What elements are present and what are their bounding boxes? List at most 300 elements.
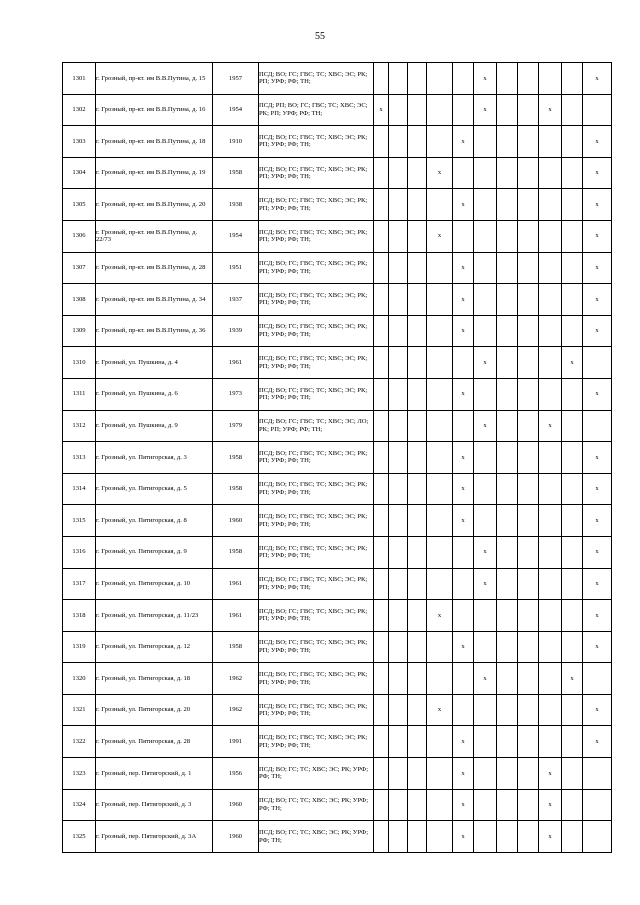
mark-cell [518, 63, 539, 95]
mark-cell [562, 220, 583, 252]
table-body [63, 63, 612, 853]
table-row [63, 63, 612, 95]
year-cell: 1958 [213, 631, 259, 663]
year-cell: 1961 [213, 568, 259, 600]
mark-cell [427, 378, 453, 410]
address-cell: г. Грозный, ул. Пятигорская, д. 5 [96, 473, 213, 505]
mark-cell [518, 347, 539, 379]
mark-cell [562, 189, 583, 221]
mark-cell: x [474, 568, 497, 600]
table-row [63, 568, 612, 600]
mark-cell [389, 126, 408, 158]
mark-cell [583, 663, 612, 695]
mark-cell [539, 63, 562, 95]
services-cell: ПСД; ВО; ГС; ГВС; ТС; ХВС; ЭС; РК; РП; УРФ; РФ; ТН; [259, 252, 374, 284]
mark-cell [374, 726, 389, 758]
mark-cell [518, 789, 539, 821]
mark-cell [427, 315, 453, 347]
table-row [63, 94, 612, 126]
row-number: 1315 [63, 505, 96, 537]
mark-cell [474, 694, 497, 726]
services-cell: ПСД; ВО; ГС; ГВС; ТС; ХВС; ЭС; РК; РП; УРФ; РФ; ТН; [259, 284, 374, 316]
year-cell: 1957 [213, 63, 259, 95]
mark-cell [539, 536, 562, 568]
mark-cell: x [474, 410, 497, 442]
table-row [63, 378, 612, 410]
mark-cell [389, 442, 408, 474]
table-row [63, 663, 612, 695]
mark-cell [539, 378, 562, 410]
mark-cell [497, 568, 518, 600]
table-row [63, 315, 612, 347]
mark-cell [518, 631, 539, 663]
mark-cell [408, 94, 427, 126]
housing-registry-table [62, 62, 612, 853]
address-cell: г. Грозный, ул. Пятигорская, д. 12 [96, 631, 213, 663]
table-row [63, 442, 612, 474]
mark-cell [474, 126, 497, 158]
services-cell: ПСД; ВО; ГС; ГВС; ТС; ХВС; ЭС; РК; РП; УРФ; РФ; ТН; [259, 315, 374, 347]
services-cell: ПСД; ВО; ГС; ГВС; ТС; ХВС; ЭС; РК; РП; УРФ; РФ; ТН; [259, 568, 374, 600]
address-cell: г. Грозный, пр-кт. им В.В.Путина, д. 18 [96, 126, 213, 158]
mark-cell [474, 220, 497, 252]
mark-cell [562, 536, 583, 568]
mark-cell [497, 726, 518, 758]
mark-cell [389, 378, 408, 410]
mark-cell [497, 189, 518, 221]
mark-cell [497, 126, 518, 158]
services-cell: ПСД; ВО; ГС; ГВС; ТС; ХВС; ЭС; РК; РП; УРФ; РФ; ТН; [259, 157, 374, 189]
mark-cell [389, 347, 408, 379]
services-cell: ПСД; ВО; ГС; ГВС; ТС; ХВС; ЭС; РК; РП; УРФ; РФ; ТН; [259, 126, 374, 158]
mark-cell [427, 347, 453, 379]
mark-cell [389, 315, 408, 347]
mark-cell [562, 442, 583, 474]
mark-cell [539, 473, 562, 505]
row-number: 1320 [63, 663, 96, 695]
mark-cell: x [583, 442, 612, 474]
year-cell: 1956 [213, 758, 259, 790]
mark-cell [374, 284, 389, 316]
table-row [63, 126, 612, 158]
mark-cell [497, 157, 518, 189]
address-cell: г. Грозный, ул. Пятигорская, д. 20 [96, 694, 213, 726]
address-cell: г. Грозный, пр-кт. им В.В.Путина, д. 22/73 [96, 220, 213, 252]
mark-cell [562, 94, 583, 126]
mark-cell [518, 442, 539, 474]
address-cell: г. Грозный, ул. Пятигорская, д. 11/23 [96, 600, 213, 632]
mark-cell [518, 473, 539, 505]
mark-cell [408, 789, 427, 821]
table-row [63, 789, 612, 821]
services-cell: ПСД; ВО; ГС; ГВС; ТС; ХВС; ЭС; ЛО; РК; РП; УРФ; РФ; ТН; [259, 410, 374, 442]
mark-cell [539, 505, 562, 537]
mark-cell [497, 315, 518, 347]
address-cell: г. Грозный, ул. Пятигорская, д. 9 [96, 536, 213, 568]
mark-cell: x [453, 252, 474, 284]
mark-cell [518, 378, 539, 410]
mark-cell [539, 126, 562, 158]
mark-cell [374, 789, 389, 821]
mark-cell [497, 663, 518, 695]
mark-cell: x [539, 789, 562, 821]
mark-cell: x [427, 220, 453, 252]
address-cell: г. Грозный, пер. Пятигорский, д. 1 [96, 758, 213, 790]
row-number: 1317 [63, 568, 96, 600]
mark-cell [497, 252, 518, 284]
mark-cell [497, 694, 518, 726]
mark-cell [389, 189, 408, 221]
mark-cell [389, 663, 408, 695]
address-cell: г. Грозный, ул. Пятигорская, д. 18 [96, 663, 213, 695]
mark-cell [427, 473, 453, 505]
mark-cell [518, 568, 539, 600]
mark-cell [453, 663, 474, 695]
row-number: 1301 [63, 63, 96, 95]
year-cell: 1973 [213, 378, 259, 410]
mark-cell [518, 126, 539, 158]
mark-cell [408, 157, 427, 189]
address-cell: г. Грозный, ул. Пушкина, д. 6 [96, 378, 213, 410]
mark-cell [427, 442, 453, 474]
mark-cell [408, 410, 427, 442]
mark-cell [453, 347, 474, 379]
mark-cell: x [583, 600, 612, 632]
mark-cell [474, 758, 497, 790]
mark-cell [408, 631, 427, 663]
mark-cell [562, 378, 583, 410]
mark-cell [474, 600, 497, 632]
mark-cell [374, 694, 389, 726]
mark-cell: x [539, 94, 562, 126]
services-cell: ПСД; ВО; ГС; ГВС; ТС; ХВС; ЭС; РК; РП; УРФ; РФ; ТН; [259, 220, 374, 252]
row-number: 1306 [63, 220, 96, 252]
mark-cell [453, 157, 474, 189]
mark-cell: x [583, 157, 612, 189]
mark-cell [562, 284, 583, 316]
address-cell: г. Грозный, пр-кт. им В.В.Путина, д. 16 [96, 94, 213, 126]
mark-cell: x [474, 94, 497, 126]
mark-cell [518, 315, 539, 347]
table-row [63, 157, 612, 189]
mark-cell [427, 663, 453, 695]
mark-cell [427, 536, 453, 568]
address-cell: г. Грозный, ул. Пятигорская, д. 10 [96, 568, 213, 600]
address-cell: г. Грозный, ул. Пятигорская, д. 28 [96, 726, 213, 758]
mark-cell [453, 536, 474, 568]
mark-cell: x [453, 789, 474, 821]
mark-cell [474, 442, 497, 474]
table-row [63, 600, 612, 632]
row-number: 1302 [63, 94, 96, 126]
mark-cell [427, 126, 453, 158]
services-cell: ПСД; ВО; ГС; ГВС; ТС; ХВС; ЭС; РК; РП; УРФ; РФ; ТН; [259, 189, 374, 221]
mark-cell [518, 663, 539, 695]
mark-cell [562, 600, 583, 632]
mark-cell: x [562, 663, 583, 695]
mark-cell [374, 568, 389, 600]
mark-cell [562, 63, 583, 95]
services-cell: ПСД; ВО; ГС; ГВС; ТС; ХВС; ЭС; РК; РП; УРФ; РФ; ТН; [259, 378, 374, 410]
mark-cell: x [583, 189, 612, 221]
mark-cell [453, 94, 474, 126]
mark-cell [474, 189, 497, 221]
mark-cell: x [453, 442, 474, 474]
mark-cell: x [583, 63, 612, 95]
mark-cell [497, 442, 518, 474]
mark-cell [497, 758, 518, 790]
mark-cell [583, 347, 612, 379]
mark-cell [539, 442, 562, 474]
mark-cell [408, 315, 427, 347]
services-cell: ПСД; ВО; ГС; ГВС; ТС; ХВС; ЭС; РК; РП; УРФ; РФ; ТН; [259, 694, 374, 726]
page-number: 55 [315, 31, 325, 42]
mark-cell [408, 189, 427, 221]
mark-cell [374, 505, 389, 537]
mark-cell [497, 536, 518, 568]
mark-cell [374, 126, 389, 158]
mark-cell [562, 694, 583, 726]
mark-cell [539, 631, 562, 663]
mark-cell: x [453, 631, 474, 663]
mark-cell [374, 631, 389, 663]
mark-cell [453, 220, 474, 252]
mark-cell [374, 473, 389, 505]
mark-cell: x [474, 347, 497, 379]
mark-cell [562, 631, 583, 663]
mark-cell [562, 789, 583, 821]
mark-cell [427, 252, 453, 284]
mark-cell [518, 505, 539, 537]
mark-cell: x [453, 726, 474, 758]
services-cell: ПСД; ВО; ГС; ТС; ХВС; ЭС; РК; УРФ; РФ; ТН; [259, 789, 374, 821]
mark-cell [408, 821, 427, 853]
mark-cell [453, 63, 474, 95]
year-cell: 1938 [213, 189, 259, 221]
mark-cell: x [583, 568, 612, 600]
mark-cell: x [474, 536, 497, 568]
services-cell: ПСД; ВО; ГС; ГВС; ТС; ХВС; ЭС; РК; РП; УРФ; РФ; ТН; [259, 505, 374, 537]
table-row [63, 410, 612, 442]
mark-cell [583, 758, 612, 790]
mark-cell [562, 758, 583, 790]
mark-cell: x [583, 284, 612, 316]
mark-cell: x [583, 315, 612, 347]
mark-cell: x [453, 378, 474, 410]
mark-cell [497, 473, 518, 505]
mark-cell [389, 157, 408, 189]
table-row [63, 758, 612, 790]
mark-cell [389, 726, 408, 758]
mark-cell [562, 252, 583, 284]
table-row [63, 536, 612, 568]
mark-cell [453, 694, 474, 726]
address-cell: г. Грозный, пр-кт. им В.В.Путина, д. 15 [96, 63, 213, 95]
mark-cell [562, 505, 583, 537]
mark-cell: x [427, 157, 453, 189]
mark-cell: x [453, 505, 474, 537]
mark-cell [539, 600, 562, 632]
mark-cell [374, 252, 389, 284]
mark-cell [518, 252, 539, 284]
row-number: 1305 [63, 189, 96, 221]
mark-cell [374, 536, 389, 568]
mark-cell [427, 726, 453, 758]
year-cell: 1960 [213, 821, 259, 853]
row-number: 1314 [63, 473, 96, 505]
mark-cell [518, 694, 539, 726]
mark-cell [427, 189, 453, 221]
mark-cell [389, 94, 408, 126]
mark-cell [408, 347, 427, 379]
mark-cell [518, 600, 539, 632]
mark-cell [474, 252, 497, 284]
mark-cell [474, 821, 497, 853]
services-cell: ПСД; ВО; ГС; ГВС; ТС; ХВС; ЭС; РК; РП; УРФ; РФ; ТН; [259, 631, 374, 663]
mark-cell [497, 505, 518, 537]
mark-cell [583, 821, 612, 853]
row-number: 1318 [63, 600, 96, 632]
services-cell: ПСД; РП; ВО; ГС; ГВС; ТС; ХВС; ЭС; РК; РП; УРФ; РФ; ТН; [259, 94, 374, 126]
mark-cell [389, 63, 408, 95]
mark-cell [408, 694, 427, 726]
mark-cell: x [453, 284, 474, 316]
mark-cell [474, 157, 497, 189]
mark-cell [408, 220, 427, 252]
mark-cell [408, 568, 427, 600]
mark-cell: x [562, 347, 583, 379]
mark-cell [374, 442, 389, 474]
mark-cell: x [583, 126, 612, 158]
mark-cell [389, 473, 408, 505]
mark-cell [408, 600, 427, 632]
address-cell: г. Грозный, ул. Пятигорская, д. 3 [96, 442, 213, 474]
year-cell: 1962 [213, 694, 259, 726]
row-number: 1309 [63, 315, 96, 347]
mark-cell [474, 726, 497, 758]
mark-cell: x [427, 600, 453, 632]
table-row [63, 189, 612, 221]
mark-cell [374, 347, 389, 379]
mark-cell [427, 94, 453, 126]
mark-cell [374, 758, 389, 790]
mark-cell [374, 821, 389, 853]
mark-cell [408, 663, 427, 695]
address-cell: г. Грозный, пр-кт. им В.В.Путина, д. 36 [96, 315, 213, 347]
mark-cell [562, 410, 583, 442]
year-cell: 1960 [213, 789, 259, 821]
year-cell: 1910 [213, 126, 259, 158]
mark-cell [427, 410, 453, 442]
mark-cell [474, 284, 497, 316]
mark-cell [408, 505, 427, 537]
mark-cell: x [583, 694, 612, 726]
mark-cell [562, 726, 583, 758]
mark-cell [518, 758, 539, 790]
mark-cell [474, 505, 497, 537]
services-cell: ПСД; ВО; ГС; ГВС; ТС; ХВС; ЭС; РК; РП; УРФ; РФ; ТН; [259, 347, 374, 379]
address-cell: г. Грозный, пр-кт. им В.В.Путина, д. 19 [96, 157, 213, 189]
year-cell: 1961 [213, 347, 259, 379]
row-number: 1323 [63, 758, 96, 790]
mark-cell: x [583, 536, 612, 568]
services-cell: ПСД; ВО; ГС; ТС; ХВС; ЭС; РК; УРФ; РФ; ТН; [259, 821, 374, 853]
row-number: 1324 [63, 789, 96, 821]
mark-cell [474, 473, 497, 505]
mark-cell: x [583, 473, 612, 505]
mark-cell [389, 284, 408, 316]
mark-cell: x [453, 473, 474, 505]
mark-cell [408, 378, 427, 410]
year-cell: 1937 [213, 284, 259, 316]
mark-cell [389, 536, 408, 568]
row-number: 1304 [63, 157, 96, 189]
mark-cell [474, 315, 497, 347]
mark-cell [562, 568, 583, 600]
year-cell: 1958 [213, 473, 259, 505]
mark-cell [497, 821, 518, 853]
year-cell: 1962 [213, 663, 259, 695]
mark-cell [562, 473, 583, 505]
mark-cell [518, 284, 539, 316]
mark-cell: x [583, 726, 612, 758]
mark-cell: x [583, 252, 612, 284]
table-row [63, 631, 612, 663]
services-cell: ПСД; ВО; ГС; ГВС; ТС; ХВС; ЭС; РК; РП; УРФ; РФ; ТН; [259, 663, 374, 695]
mark-cell [453, 410, 474, 442]
mark-cell [539, 663, 562, 695]
table-row [63, 821, 612, 853]
mark-cell [389, 821, 408, 853]
services-cell: ПСД; ВО; ГС; ГВС; ТС; ХВС; ЭС; РК; РП; УРФ; РФ; ТН; [259, 726, 374, 758]
mark-cell [374, 600, 389, 632]
mark-cell [539, 157, 562, 189]
row-number: 1311 [63, 378, 96, 410]
row-number: 1313 [63, 442, 96, 474]
mark-cell [562, 315, 583, 347]
mark-cell [518, 220, 539, 252]
mark-cell: x [539, 410, 562, 442]
row-number: 1319 [63, 631, 96, 663]
address-cell: г. Грозный, пр-кт. им В.В.Путина, д. 20 [96, 189, 213, 221]
mark-cell: x [583, 631, 612, 663]
mark-cell [408, 473, 427, 505]
mark-cell [518, 536, 539, 568]
mark-cell [453, 600, 474, 632]
mark-cell: x [539, 758, 562, 790]
mark-cell [374, 378, 389, 410]
mark-cell [374, 663, 389, 695]
mark-cell [389, 220, 408, 252]
mark-cell: x [453, 821, 474, 853]
services-cell: ПСД; ВО; ГС; ТС; ХВС; ЭС; РК; УРФ; РФ; ТН; [259, 758, 374, 790]
mark-cell [497, 347, 518, 379]
mark-cell [583, 94, 612, 126]
mark-cell [518, 157, 539, 189]
mark-cell: x [474, 63, 497, 95]
mark-cell [539, 284, 562, 316]
year-cell: 1958 [213, 442, 259, 474]
row-number: 1312 [63, 410, 96, 442]
mark-cell [539, 568, 562, 600]
mark-cell: x [453, 126, 474, 158]
mark-cell [497, 220, 518, 252]
mark-cell [408, 126, 427, 158]
table-row [63, 252, 612, 284]
mark-cell [427, 789, 453, 821]
mark-cell [518, 410, 539, 442]
year-cell: 1939 [213, 315, 259, 347]
